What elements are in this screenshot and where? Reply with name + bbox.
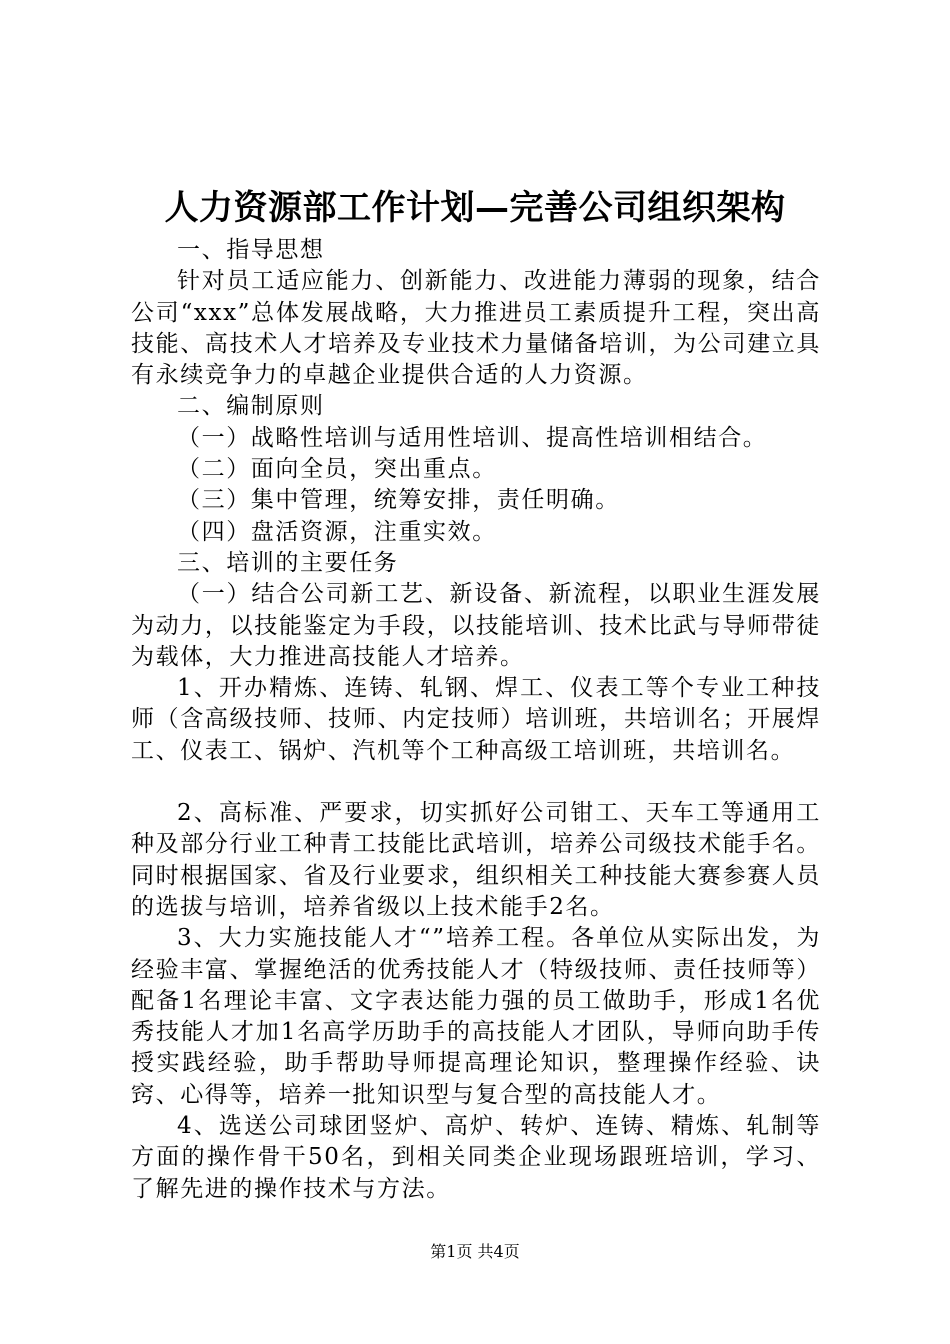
- section-heading-guiding-ideology: 一、指导思想: [177, 237, 325, 263]
- principle-item-2: （二）面向全员，突出重点。: [177, 456, 497, 483]
- section-heading-principles: 二、编制原则: [177, 393, 325, 420]
- task-item-2: 2、高标准、严要求，切实抓好公司钳工、天车工等通用工种及部分行业工种青工技能比武培训，培养公司级技术能手名。同时根据国家、省及行业要求，组织相关工种技能大赛参赛人员的选拔与培训，培养省级以上技术能手2名。: [131, 800, 821, 920]
- section-heading-main-tasks: 三、培训的主要任务: [177, 549, 399, 576]
- task-item-1: 1、开办精炼、连铸、轧钢、焊工、仪表工等个专业工种技师（含高级技师、技师、内定技师）培训班，共培训名；开展焊工、仪表工、锅炉、汽机等个工种高级工培训班，共培训名。: [131, 675, 821, 764]
- document-body: [131, 235, 821, 1205]
- page-number-footer: 第1页 共4页: [430, 1242, 520, 1261]
- task-subsection-1: （一）结合公司新工艺、新设备、新流程，以职业生涯发展为动力，以技能鉴定为手段，以技能培训、技术比武与导师带徒为载体，大力推进高技能人才培养。: [131, 581, 821, 670]
- principle-item-1: （一）战略性培训与适用性培训、提高性培训相结合。: [177, 424, 768, 451]
- principle-item-4: （四）盘活资源，注重实效。: [177, 518, 497, 545]
- principle-item-3: （三）集中管理，统筹安排，责任明确。: [177, 487, 620, 514]
- task-item-4: 4、选送公司球团竖炉、高炉、转炉、连铸、精炼、轧制等方面的操作骨干50名，到相关同类企业现场跟班培训，学习、了解先进的操作技术与方法。: [131, 1113, 821, 1202]
- paragraph-guiding-ideology: 针对员工适应能力、创新能力、改进能力薄弱的现象，结合公司“xxx”总体发展战略，大力推进员工素质提升工程，突出高技能、高技术人才培养及专业技术力量储备培训，为公司建立具有永续竞争力的卓越企业提供合适的人力资源。: [131, 268, 821, 389]
- document-title: 人力资源部工作计划—完善公司组织架构: [164, 188, 786, 228]
- task-item-3: 3、大力实施技能人才“”培养工程。各单位从实际出发，为经验丰富、掌握绝活的优秀技能人才（特级技师、责任技师等）配备1名理论丰富、文字表达能力强的员工做助手，形成1名优秀技能人才加1名高学历助手的高技能人才团队，导师向助手传授实践经验，助手帮助导师提高理论知识，整理操作经验、诀窍、心得等，培养一批知识型与复合型的高技能人才。: [131, 925, 821, 1108]
